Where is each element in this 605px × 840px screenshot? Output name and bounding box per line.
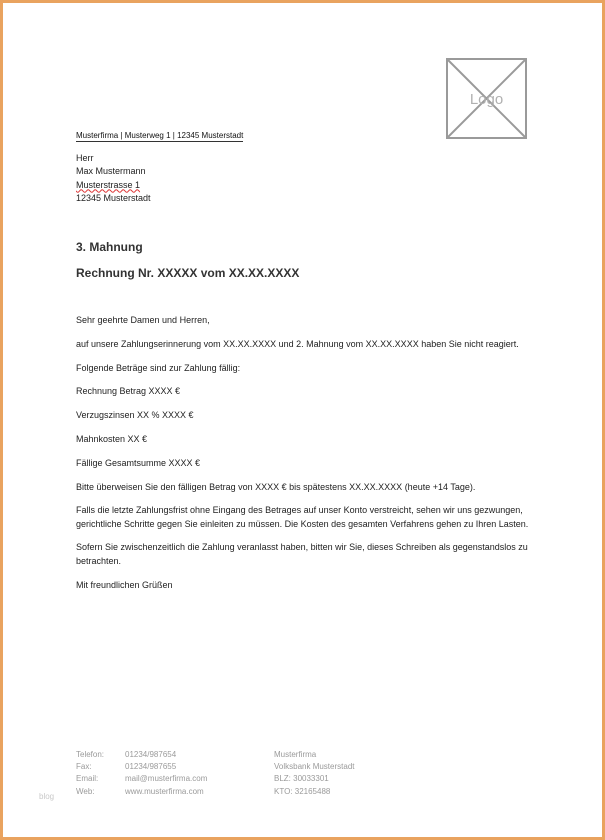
paragraph-amounts-intro: Folgende Beträge sind zur Zahlung fällig: [76,362,241,373]
letter-subject: Rechnung Nr. XXXXX vom XX.XX.XXXX [76,266,300,280]
footer-contact-values [125,749,207,798]
footer-label: Fax: [76,762,92,772]
line-fees: Mahnkosten XX € [76,433,148,444]
paragraph-reminder: auf unsere Zahlungserinnerung vom XX.XX.XXXX und 2. Mahnung vom XX.XX.XXXX haben Sie nicht reagiert. [76,338,519,349]
footer-phone: 01234/987654 [125,750,177,759]
recipient-city: 12345 Musterstadt [76,192,151,203]
footer-bank-info [274,749,354,798]
paragraph-disregard: Sofern Sie zwischenzeitlich die Zahlung veranlasst haben, bitten wir Sie, dieses Schreiben als gegenstandslos zu betrachten. [76,542,528,566]
footer-bank-name: Volksbank Musterstadt [274,762,355,772]
recipient-salutation: Herr [76,153,94,163]
footer-label: Telefon: [76,750,105,759]
letter-title: 3. Mahnung [76,240,143,254]
footer-blz: BLZ: 30033301 [274,774,329,784]
footer-contact-labels [76,749,104,798]
letter-body [76,314,546,602]
recipient-address [76,152,151,205]
line-total: Fällige Gesamtsumme XXXX € [76,457,201,468]
footer-web: www.musterfirma.com [125,786,204,796]
footer-label: Web: [76,786,95,796]
line-interest: Verzugszinsen XX % XXXX € [76,410,194,421]
footer-account: KTO: 32165488 [274,786,331,796]
watermark: blog [39,792,55,801]
line-invoice-amount: Rechnung Betrag XXXX € [76,386,181,397]
logo-text: Logo [469,91,504,108]
footer-label: Email: [76,774,99,784]
closing: Mit freundlichen Grüßen [76,579,173,590]
sender-line: Musterfirma | Musterweg 1 | 12345 Musterstadt [76,131,244,140]
recipient-street: Musterstrasse 1 [76,179,141,190]
paragraph-legal-warning: Falls die letzte Zahlungsfrist ohne Eingang des Betrages auf unser Konto verstreicht, sehen wir uns gezwungen, gerichtliche Schritte gegen Sie einleiten zu müssen. Die Kosten des gesamten Verfahrens gehen zu Ihren Lasten. [76,505,529,529]
logo-placeholder-icon [446,58,527,139]
footer-email: mail@musterfirma.com [125,774,208,784]
footer-fax: 01234/987655 [125,762,177,772]
letter-page [3,3,602,837]
paragraph-payment-request: Bitte überweisen Sie den fälligen Betrag von XXXX € bis spätestens XX.XX.XXXX (heute +14 Tage). [76,481,476,492]
greeting: Sehr geehrte Damen und Herren, [76,315,210,325]
recipient-name: Max Mustermann [76,166,146,177]
footer-company: Musterfirma [274,750,317,759]
